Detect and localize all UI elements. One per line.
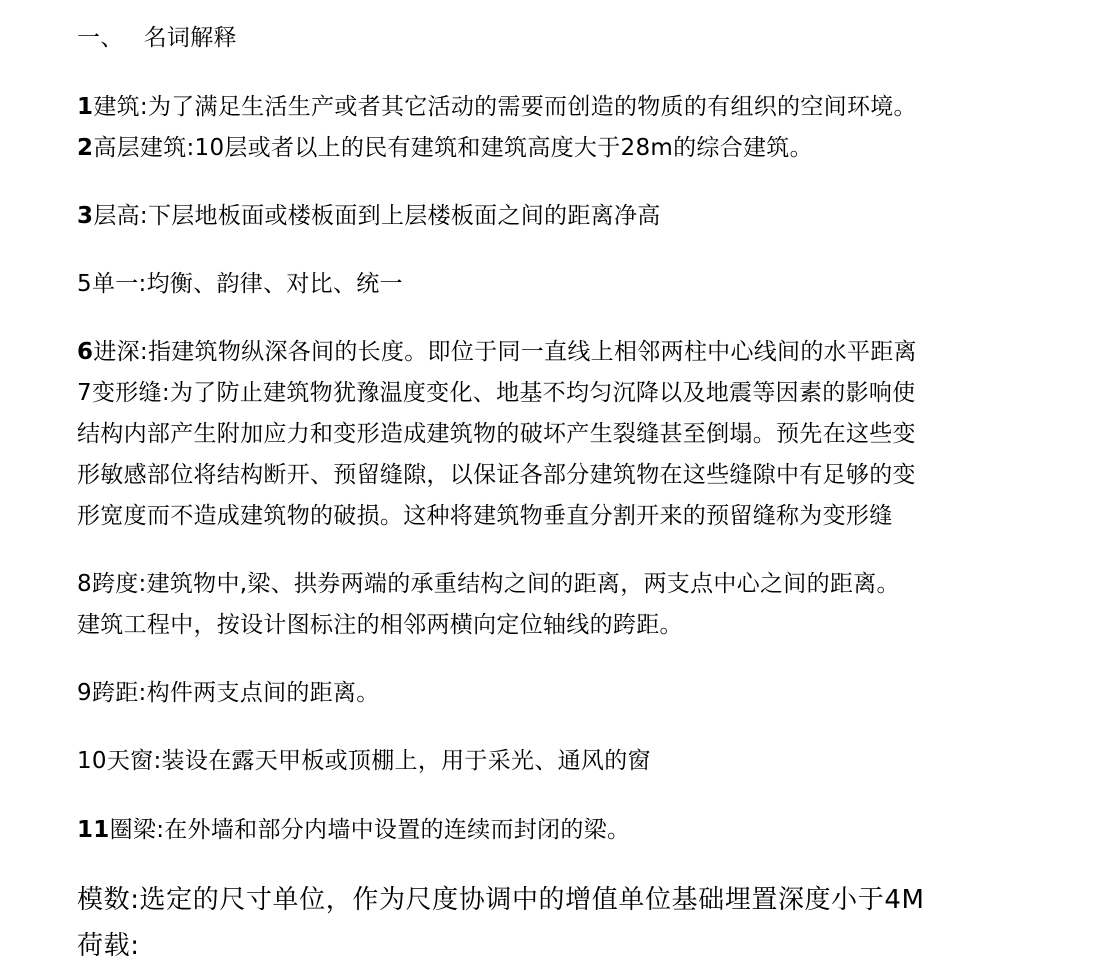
entry-number: 1 <box>77 94 94 120</box>
definition-entry <box>77 92 917 122</box>
entry-text: 跨距:构件两支点间的距离。 <box>91 680 380 706</box>
entry-number: 7 <box>77 380 92 406</box>
definition-entry <box>77 378 916 408</box>
definition-entry <box>77 746 651 776</box>
definition-entry-large <box>77 929 140 963</box>
entry-text: 形敏感部位将结构断开、预留缝隙，以保证各部分建筑物在这些缝隙中有足够的变 <box>77 462 916 488</box>
entry-text: 圈梁:在外墙和部分内墙中设置的连续而封闭的梁。 <box>109 817 631 843</box>
definition-entry <box>77 815 630 845</box>
entry-number: 6 <box>77 339 94 365</box>
entry-text: 层高:下层地板面或楼板面到上层楼板面之间的距离净高 <box>93 203 661 229</box>
definition-continuation <box>77 419 916 449</box>
definition-entry-large <box>77 883 925 917</box>
definition-entry <box>77 678 380 708</box>
entry-number: 5 <box>77 271 92 297</box>
definition-entry <box>77 337 917 367</box>
entry-number: 11 <box>77 817 110 843</box>
definition-continuation <box>77 610 683 640</box>
entry-text: 形宽度而不造成建筑物的破损。这种将建筑物垂直分割开来的预留缝称为变形缝 <box>77 503 893 529</box>
entry-text: 模数:选定的尺寸单位，作为尺度协调中的增值单位基础埋置深度小于4M <box>77 885 925 915</box>
entry-text: 结构内部产生附加应力和变形造成建筑物的破坏产生裂缝甚至倒塌。预先在这些变 <box>77 421 916 447</box>
definition-entry <box>77 201 661 231</box>
section-number: 一、 <box>77 25 124 51</box>
entry-number: 2 <box>77 135 94 161</box>
entry-text: 进深:指建筑物纵深各间的长度。即位于同一直线上相邻两柱中心线间的水平距离 <box>93 339 917 365</box>
definition-entry <box>77 569 900 599</box>
entry-text: 变形缝:为了防止建筑物犹豫温度变化、地基不均匀沉降以及地震等因素的影响使 <box>91 380 916 406</box>
definition-continuation <box>77 460 916 490</box>
definition-entry <box>77 133 813 163</box>
entry-text: 荷载: <box>77 931 140 961</box>
entry-text: 高层建筑:10层或者以上的民有建筑和建筑高度大于28m的综合建筑。 <box>93 135 813 161</box>
entry-number: 8 <box>77 571 92 597</box>
entry-number: 10 <box>77 748 107 774</box>
definition-entry <box>77 269 403 299</box>
section-heading <box>77 23 237 53</box>
entry-text: 天窗:装设在露天甲板或顶棚上，用于采光、通风的窗 <box>106 748 651 774</box>
section-title: 名词解释 <box>143 25 237 51</box>
entry-number: 9 <box>77 680 92 706</box>
entry-text: 建筑:为了满足生活生产或者其它活动的需要而创造的物质的有组织的空间环境。 <box>93 94 917 120</box>
entry-text: 建筑工程中，按设计图标注的相邻两横向定位轴线的跨距。 <box>77 612 683 638</box>
entry-text: 跨度:建筑物中,梁、拱券两端的承重结构之间的距离，两支点中心之间的距离。 <box>91 571 900 597</box>
entry-text: 单一:均衡、韵律、对比、统一 <box>91 271 403 297</box>
entry-number: 3 <box>77 203 94 229</box>
definition-continuation <box>77 501 893 531</box>
